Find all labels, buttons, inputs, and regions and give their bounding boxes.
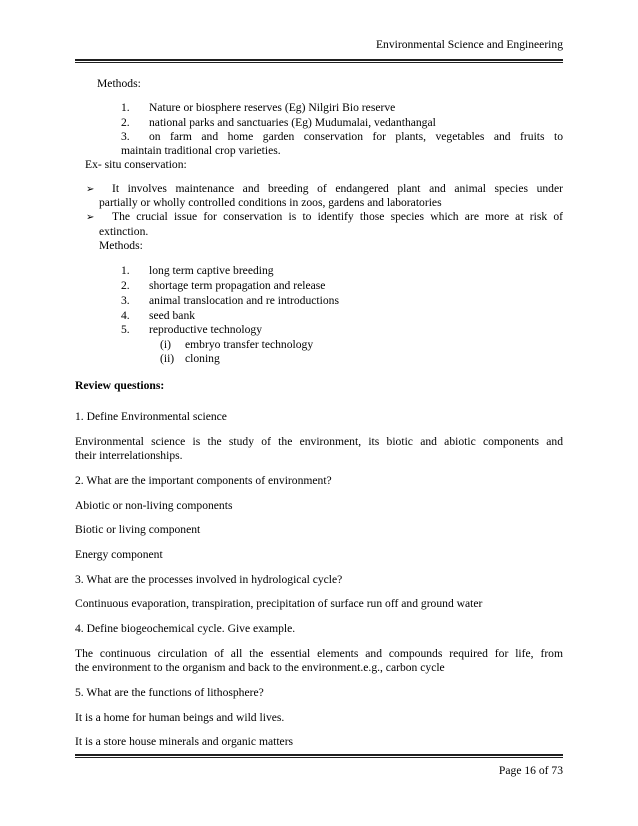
- question-3: 3. What are the processes involved in hydrological cycle?: [75, 573, 343, 586]
- page-number: Page 16 of 73: [498, 764, 563, 777]
- answer-3: Continuous evaporation, transpiration, precipitation of surface run off and ground water: [75, 597, 483, 610]
- page-header: Environmental Science and Engineering: [375, 38, 563, 51]
- question-5: 5. What are the functions of lithosphere?: [75, 686, 264, 699]
- arrowhead-bullet-icon: ➢: [86, 184, 95, 195]
- bullet-text: The crucial issue for conservation is to identify those species which are more at risk of: [112, 210, 563, 223]
- bullet-text: It involves maintenance and breeding of endangered plant and animal species under: [112, 182, 563, 195]
- answer-5-item: It is a home for human beings and wild lives.: [75, 711, 285, 724]
- bullet-text-continuation: extinction.: [99, 225, 149, 238]
- exsitu-heading: Ex- situ conservation:: [85, 158, 187, 171]
- answer-1-continuation: their interrelationships.: [75, 449, 183, 462]
- question-2: 2. What are the important components of environment?: [75, 474, 332, 487]
- header-rule: [75, 59, 563, 63]
- sub-list-item: (i) embryo transfer technology: [160, 338, 314, 351]
- bullet-text-continuation: partially or wholly controlled conditions in zoos, gardens and laboratories: [99, 196, 442, 209]
- review-heading: Review questions:: [75, 379, 165, 392]
- insitu-methods-label: Methods:: [97, 77, 141, 90]
- exsitu-methods-label: Methods:: [99, 239, 143, 252]
- answer-4: The continuous circulation of all the essential elements and compounds required for life, from: [75, 647, 563, 660]
- arrowhead-bullet-icon: ➢: [86, 212, 95, 223]
- answer-5-item: It is a store house minerals and organic matters: [75, 735, 294, 748]
- question-4: 4. Define biogeochemical cycle. Give example.: [75, 622, 296, 635]
- sub-list-item: (ii) cloning: [160, 352, 220, 365]
- question-1: 1. Define Environmental science: [75, 410, 227, 423]
- list-item-continuation: maintain traditional crop varieties.: [121, 144, 281, 157]
- answer-1: Environmental science is the study of the environment, its biotic and abiotic components and: [75, 435, 563, 448]
- answer-2-item: Biotic or living component: [75, 523, 201, 536]
- answer-2-item: Energy component: [75, 548, 163, 561]
- footer-rule: [75, 754, 563, 758]
- answer-2-item: Abiotic or non-living components: [75, 499, 233, 512]
- answer-4-continuation: the environment to the organism and back to the environment.e.g., carbon cycle: [75, 661, 445, 674]
